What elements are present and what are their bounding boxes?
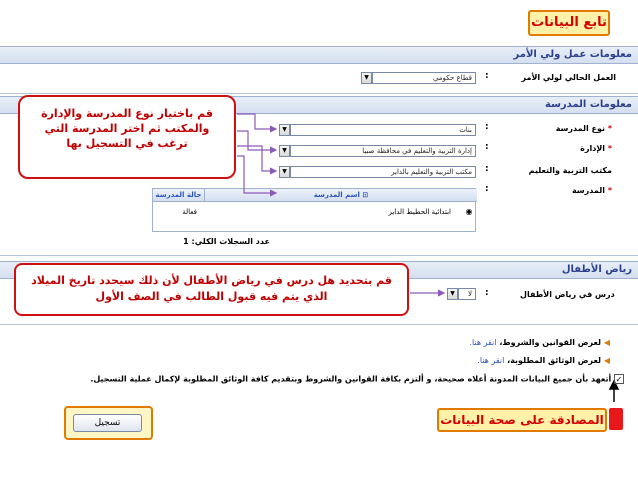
chevron-down-icon[interactable]: ▼ bbox=[447, 288, 458, 300]
arrow-to-school-type bbox=[237, 114, 276, 129]
chevron-down-icon[interactable]: ▼ bbox=[361, 72, 372, 84]
sort-icon[interactable]: ⊡ bbox=[362, 191, 369, 199]
administration-select[interactable]: إدارة التربية والتعليم في محافظة صبيا bbox=[290, 145, 476, 157]
arrow-to-school bbox=[237, 156, 276, 193]
kindergarten-select[interactable]: لا bbox=[458, 288, 476, 300]
office-label: مكتب التربية والتعليم bbox=[528, 166, 612, 175]
administration-label: الإدارة * bbox=[580, 144, 612, 153]
colon: : bbox=[485, 122, 489, 132]
rules-line: ◀ لعرض القوانين والشروط، انقر هنا. bbox=[469, 338, 610, 347]
total-records: عدد السجلات الكلي: 1 bbox=[183, 237, 270, 246]
docs-line: ◀ لعرض الوثائق المطلوبة، انقر هنا. bbox=[477, 356, 610, 365]
school-name-cell: ابتدائية الحطيط الداير bbox=[388, 208, 451, 216]
pledge-line: ✓ أتعهد بأن جميع البيانات المدونة أعلاه صحيحة، و ألتزم بكافة القوانين والشروط وبتقديم كافة الوثائق المطلوبة لإكمال عملية التسجيل. bbox=[90, 374, 623, 384]
current-work-select[interactable]: قطاع حكومي bbox=[372, 72, 476, 84]
rules-link[interactable]: انقر هنا. bbox=[469, 338, 497, 347]
grid-header-status[interactable]: حالة المدرسة bbox=[153, 189, 205, 202]
kindergarten-callout: قم بتحديد هل درس في رياض الأطفال لأن ذلك سيحدد تاريخ الميلاد الذي يتم فيه قبول الطالب في الصف الأول bbox=[14, 263, 409, 316]
chevron-down-icon[interactable]: ▼ bbox=[279, 124, 290, 136]
kindergarten-section-header: رياض الأطفال bbox=[0, 261, 638, 279]
colon: : bbox=[485, 164, 489, 174]
current-work-label: العمل الحالي لولي الأمر bbox=[521, 73, 616, 82]
confirm-data-badge: المصادقة على صحة البيانات bbox=[437, 408, 607, 432]
docs-link[interactable]: انقر هنا. bbox=[477, 356, 505, 365]
school-status-cell: فعالة bbox=[182, 208, 197, 216]
kindergarten-label: درس في رياض الأطفال bbox=[520, 290, 615, 299]
page-title-badge: تابع البيانات bbox=[528, 10, 610, 36]
colon: : bbox=[485, 142, 489, 152]
colon: : bbox=[485, 288, 489, 298]
triangle-left-icon: ◀ bbox=[603, 338, 610, 347]
colon: : bbox=[485, 184, 489, 194]
school-label: المدرسة * bbox=[571, 186, 612, 195]
school-radio[interactable]: ◉ bbox=[465, 207, 473, 216]
chevron-down-icon[interactable]: ▼ bbox=[279, 145, 290, 157]
pledge-checkbox[interactable]: ✓ bbox=[615, 375, 623, 384]
school-type-label: نوع المدرسة * bbox=[555, 124, 612, 133]
red-marker-icon bbox=[609, 408, 623, 430]
school-info-section-header: معلومات المدرسة bbox=[0, 96, 638, 114]
colon: : bbox=[485, 71, 489, 81]
arrow-to-administration bbox=[237, 131, 276, 150]
guardian-work-section-header: معلومات عمل ولي الأمر bbox=[0, 46, 638, 64]
register-button[interactable]: تسجيل bbox=[73, 414, 142, 432]
chevron-down-icon[interactable]: ▼ bbox=[279, 166, 290, 178]
triangle-left-icon: ◀ bbox=[603, 356, 610, 365]
grid-header-name[interactable]: اسم المدرسة ⊡ bbox=[205, 189, 477, 202]
school-selection-callout: قم باختيار نوع المدرسة والإدارة والمكتب ثم اختر المدرسة التي ترغب في التسجيل بها bbox=[18, 95, 236, 179]
office-select[interactable]: مكتب التربية والتعليم بالداير bbox=[290, 166, 476, 178]
school-type-select[interactable]: بنات bbox=[290, 124, 476, 136]
